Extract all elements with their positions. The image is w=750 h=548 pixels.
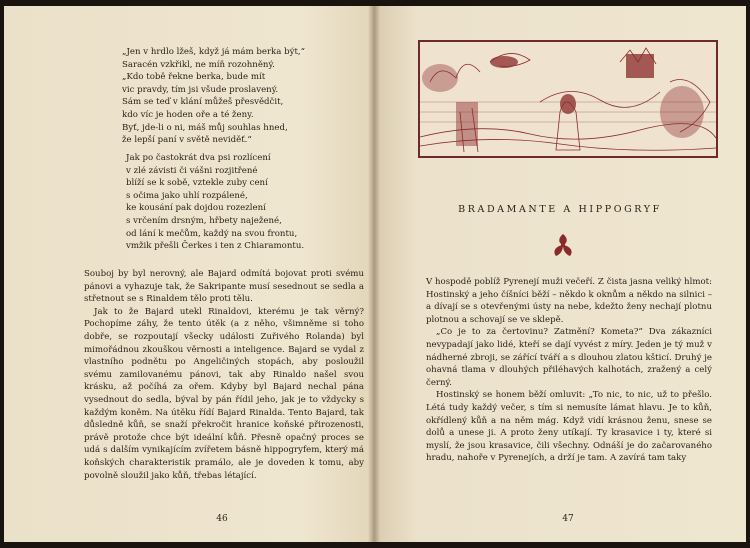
book-gutter — [368, 6, 380, 542]
verse-line: že lepší paní v světě neviděť.“ — [122, 135, 252, 146]
verse-stanza-1 — [122, 46, 305, 147]
verse-line: kdo víc je hoden oře a té ženy. — [122, 109, 254, 120]
page-number: 47 — [562, 514, 574, 524]
verse-line: vmžik přešli Čerkes i ten z Chiaramontu. — [126, 241, 305, 252]
verse-line: Saracén vzkřikl, ne míň rozohněný. — [122, 59, 275, 70]
chapter-heading: BRADAMANTE A HIPPOGRYF — [458, 204, 662, 215]
right-prose — [426, 276, 712, 465]
verse-line: od lání k mečům, každý na svou frontu, — [126, 228, 298, 239]
paragraph: V hospodě poblíž Pyrenejí muži večeří. Z čista jasna veliký hlmot: Hostinský a jeho číšníci běží – někdo k oknům a někdo na silnici – a dívají se s otevřenými ústy na nebe, kdežto ženy nechají plotnu plotnou a schovají se ve sklepě. — [426, 277, 713, 325]
paragraph: Souboj by byl nerovný, ale Bajard odmítá bojovat proti svému pánovi a vyhazuje tak, že Sakripante musí sesednout se sedla a střetnout se s Rinaldem tělo proti tělu. — [84, 269, 364, 305]
verse-line: „Jen v hrdlo lžeš, když já mám berka být,“ — [122, 47, 306, 57]
verse-line: Jak po častokrát dva psi rozlícení — [126, 153, 271, 163]
paragraph: „Co je to za čertovinu? Zatmění? Kometa?“ Dva zákazníci nevypadají jako lidé, kteří se dají vyvést z míry. Jeden je tý muž v nádherné zbroji, se zářící tváří a s dlouhou zlatou kšticí. Druhý je ohavná tlama v dlouhých přiléhavých kalhotách, zražený a celý černý. — [426, 327, 712, 388]
verse-line: s vrčením drsným, hřbety naježené, — [126, 215, 282, 226]
fleuron-icon — [550, 232, 576, 258]
verse-line: v zlé závisti či vášni rozjitřené — [126, 165, 258, 176]
right-page — [374, 6, 746, 542]
verse-line: s očima jako uhlí rozpálené, — [126, 190, 248, 201]
left-prose — [84, 268, 364, 482]
paragraph: Hostinský se honem běží omluvit: „To nic, to nic, už to přešlo. Létá tudy každý večer, s tím si nemusíte lámat hlavu. Je to kůň, okřídlený kůň a na něm mág. Když vidí krásnou ženu, snese se dolů a unese ji. A proto ženy utíkají. Ty krasavice i ty, které si myslí, že jsou krasavice, čili všechny. Odnáší je do začarovaného hradu, nahoře v Pyrenejích, a drží je tam. A zavírá tam taky — [426, 390, 712, 464]
verse-stanza-2 — [126, 152, 304, 253]
paragraph: Jak to že Bajard utekl Rinaldovi, kterému je tak věrný? Pochopíme záhy, že tento útěk (a z něho, všimněme si toho dobře, se rozpoutají všecky události Zuřivého Rolanda) byl mimořádnou zkouškou věrnosti a inteligence. Bajard se vydal z vlastního podnětu po Angeličiných stopách, aby posloužil svému zamilovanému pánovi, tak aby Rinaldo našel svou krásku, až počíhá za ořem. Kdyby byl Bajard nechal pána vysednout do sedla, býval by pán řídil jeho, jak je to vždycky s každým koněm. Na útěku řídí Bajard Rinalda. Tento Bajard, tak důsledně kůň, se snaží překročit hranice koňské přirozenosti, právě protože chce být ideální kůň. Přesně opačný proces se udá s dalším vynikajícím zvířetem básně hippogryfem, který má koňských charakteristik pramálo, ale je doveden k tomu, aby povolně sloužil jako kůň, třebas létající. — [84, 306, 364, 481]
verse-line: blíží se k sobě, vztekle zuby cení — [126, 178, 268, 189]
woodcut-illustration-icon — [418, 40, 718, 158]
page-number: 46 — [216, 514, 228, 524]
verse-line: vic pravdy, tím jsi všude proslavený. — [122, 84, 279, 95]
verse-line: Sám se teď v klání můžeš přesvědčit, — [122, 97, 284, 108]
left-page — [4, 6, 376, 542]
verse-line: Byť, jde-li o ni, máš můj souhlas hned, — [122, 122, 288, 133]
verse-line: „Kdo tobě řekne berka, bude mít — [122, 72, 266, 83]
verse-line: ke kousání pak dojdou rozezlení — [126, 203, 266, 214]
